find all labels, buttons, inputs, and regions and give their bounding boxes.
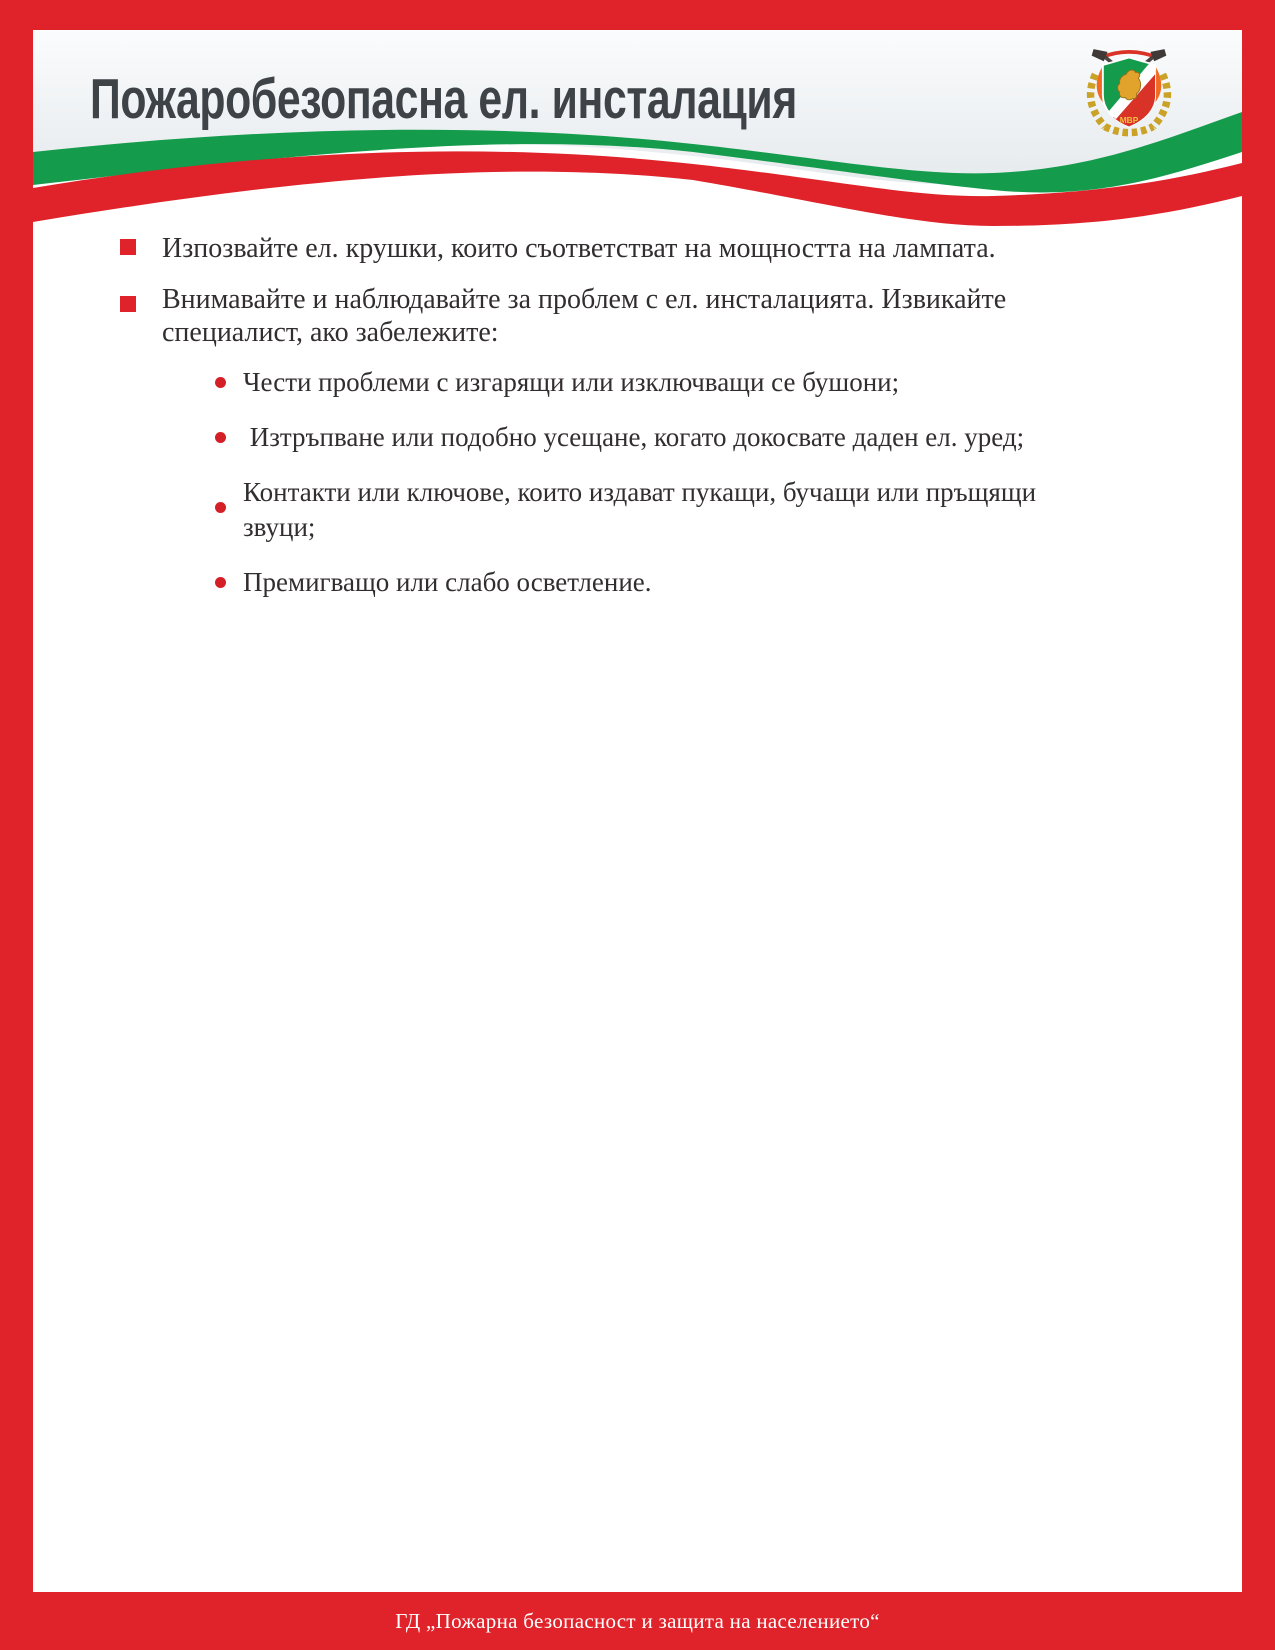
- sub-bullet-list: [120, 365, 1160, 600]
- page-title: Пожаробезопасна ел. инсталация: [90, 67, 797, 131]
- sub-bullet-text: Премигващо или слабо осветление.: [243, 567, 652, 597]
- round-bullet-icon: [215, 377, 226, 388]
- sub-bullet-text: Контакти или ключове, които издават пукащи, бучащи или пръщящи звуци;: [243, 477, 1043, 542]
- list-item: [120, 232, 1160, 265]
- list-item: [120, 475, 1160, 545]
- footer-text: ГД „Пожарна безопасност и защита на населението“: [395, 1608, 880, 1633]
- bullet-text: Внимавайте и наблюдавайте за проблем с ел. инсталацията. Извикайте специалист, ако забележите:: [162, 284, 1007, 348]
- fire-brigade-emblem-icon: [1073, 40, 1185, 144]
- square-bullet-icon: [120, 296, 136, 312]
- round-bullet-icon: [215, 577, 226, 588]
- list-item: [120, 420, 1160, 455]
- bullet-list: [120, 232, 1160, 620]
- list-item: [120, 283, 1160, 349]
- round-bullet-icon: [215, 432, 226, 443]
- round-bullet-icon: [215, 502, 226, 513]
- content-panel: [33, 30, 1242, 1592]
- sub-bullet-text: Изтръпване или подобно усещане, когато докосвате даден ел. уред;: [243, 422, 1025, 452]
- list-item: [120, 565, 1160, 600]
- footer: [0, 1592, 1275, 1650]
- sub-bullet-text: Чести проблеми с изгарящи или изключващи се бушони;: [243, 367, 900, 397]
- square-bullet-icon: [120, 239, 136, 255]
- list-item: [120, 365, 1160, 400]
- bullet-text: Изпозвайте ел. крушки, които съответстват на мощността на лампата.: [162, 233, 996, 264]
- emblem-text: МВР: [1119, 114, 1139, 125]
